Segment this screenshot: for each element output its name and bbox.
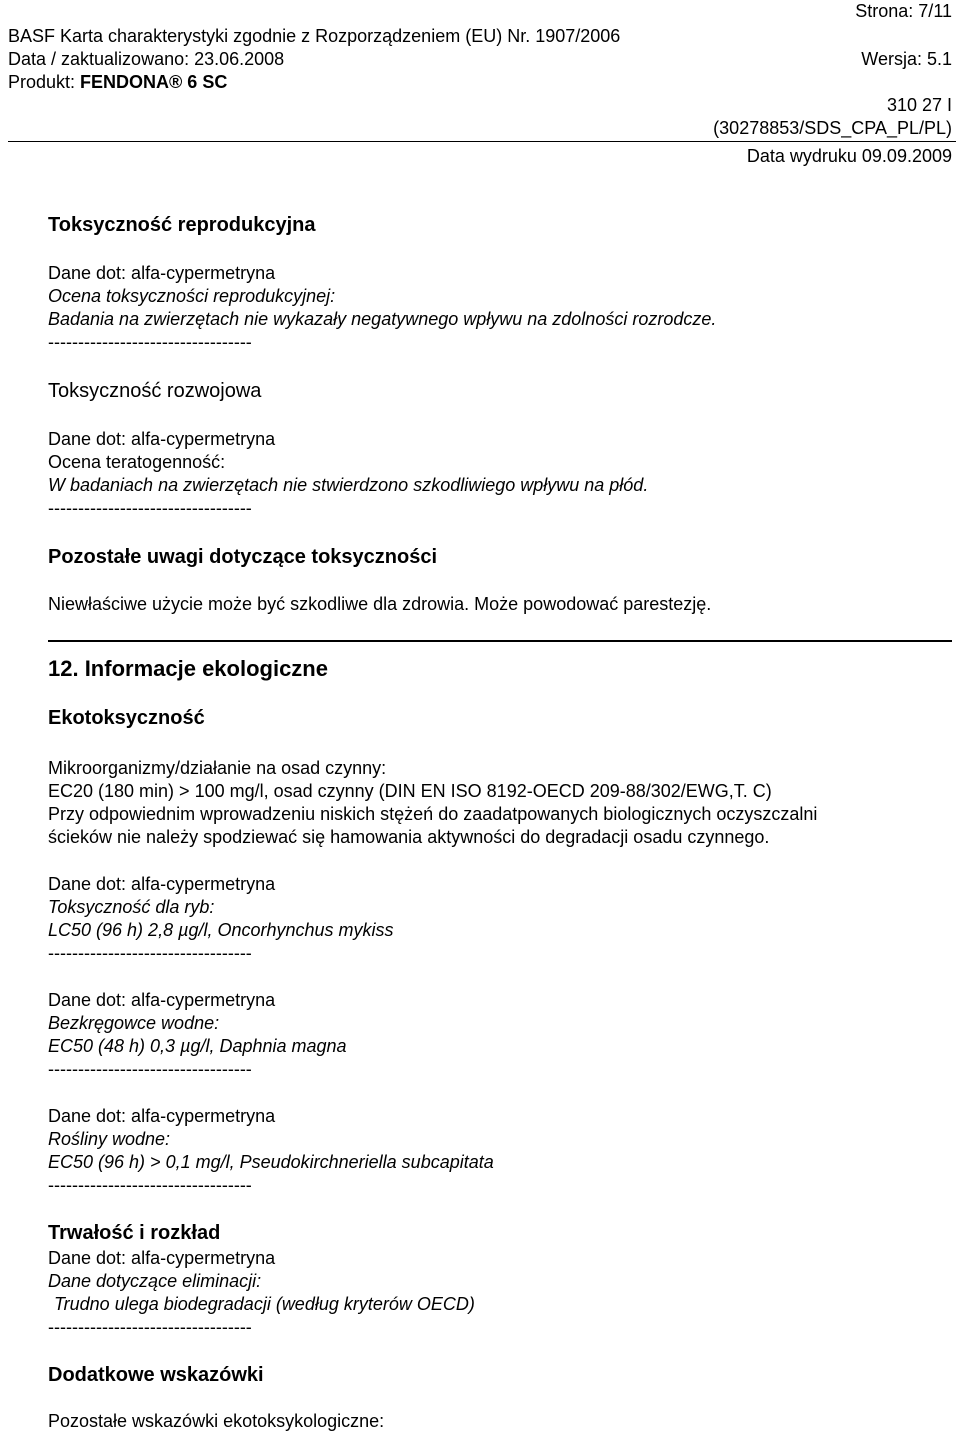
repro-heading: Toksyczność reprodukcyjna [48,214,316,236]
section-12-heading: 12. Informacje ekologiczne [48,656,328,681]
other-tox-heading: Pozostałe uwagi dotyczące toksyczności [48,546,438,568]
page-number: Strona: 7/11 [855,1,952,21]
product-code: 310 27 I [886,95,952,115]
invertebrate-result: EC50 (48 h) 0,3 µg/l, Daphnia magna [48,1036,347,1056]
micro-result: EC20 (180 min) > 100 mg/l, osad czynny (DIN EN ISO 8192-OECD 209-88/302/EWG,T. C) [48,781,772,801]
additional-label: Pozostałe wskazówki ekotoksykologiczne: [48,1411,385,1431]
product-label: Produkt: [8,72,81,92]
separator: ---------------------------------- [48,1175,252,1195]
fish-result: LC50 (96 h) 2,8 µg/l, Oncorhynchus mykiss [48,920,394,940]
separator: ---------------------------------- [48,1059,252,1079]
document-header [0,0,960,142]
product-name: FENDONA® 6 SC [80,72,228,92]
dev-substance: Dane dot: alfa-cypermetryna [48,429,276,449]
repro-assessment: Badania na zwierzętach nie wykazały negatywnego wpływu na zdolności rozrodcze. [48,309,717,329]
sds-code: (30278853/SDS_CPA_PL/PL) [713,118,952,138]
separator: ---------------------------------- [48,943,252,963]
persistence-substance: Dane dot: alfa-cypermetryna [48,1248,276,1268]
micro-note-2: ścieków nie należy spodziewać się hamowania aktywności do degradacji osadu czynnego. [48,827,770,847]
document-title: BASF Karta charakterystyki zgodnie z Rozporządzeniem (EU) Nr. 1907/2006 [8,26,621,46]
micro-note-1: Przy odpowiednim wprowadzeniu niskich stężeń do zaadatpowanych biologicznych oczyszczalni [48,804,818,824]
header-divider [8,141,956,142]
persistence-result: Trudno ulega biodegradacji (według kryterów OECD) [54,1294,475,1314]
plant-substance: Dane dot: alfa-cypermetryna [48,1106,276,1126]
repro-assessment-label: Ocena toksyczności reprodukcyjnej: [48,286,336,306]
micro-label: Mikroorganizmy/działanie na osad czynny: [48,758,387,778]
dev-heading: Toksyczność rozwojowa [48,380,262,402]
persistence-label: Dane dotyczące eliminacji: [48,1271,262,1291]
product-line [8,71,227,94]
revision-date: Data / zaktualizowano: 23.06.2008 [8,49,285,69]
ecotoxicity-heading: Ekotoksyczność [48,707,205,729]
additional-heading: Dodatkowe wskazówki [48,1364,264,1386]
plant-result: EC50 (96 h) > 0,1 mg/l, Pseudokirchneriella subcapitata [48,1152,494,1172]
separator: ---------------------------------- [48,498,252,518]
fish-substance: Dane dot: alfa-cypermetryna [48,874,276,894]
section-divider [48,640,952,642]
invertebrate-substance: Dane dot: alfa-cypermetryna [48,990,276,1010]
dev-assessment-label: Ocena teratogenność: [48,452,226,472]
repro-substance: Dane dot: alfa-cypermetryna [48,263,276,283]
persistence-heading: Trwałość i rozkład [48,1222,221,1244]
dev-assessment: W badaniach na zwierzętach nie stwierdzono szkodliwiego wpływu na płód. [48,475,649,495]
invertebrate-label: Bezkręgowce wodne: [48,1013,220,1033]
other-tox-text: Niewłaściwe użycie może być szkodliwe dla zdrowia. Może powodować parestezję. [48,594,712,614]
print-date: Data wydruku 09.09.2009 [746,146,952,166]
separator: ---------------------------------- [48,1317,252,1337]
fish-label: Toksyczność dla ryb: [48,897,215,917]
plant-label: Rośliny wodne: [48,1129,171,1149]
version: Wersja: 5.1 [861,49,952,69]
separator: ---------------------------------- [48,332,252,352]
